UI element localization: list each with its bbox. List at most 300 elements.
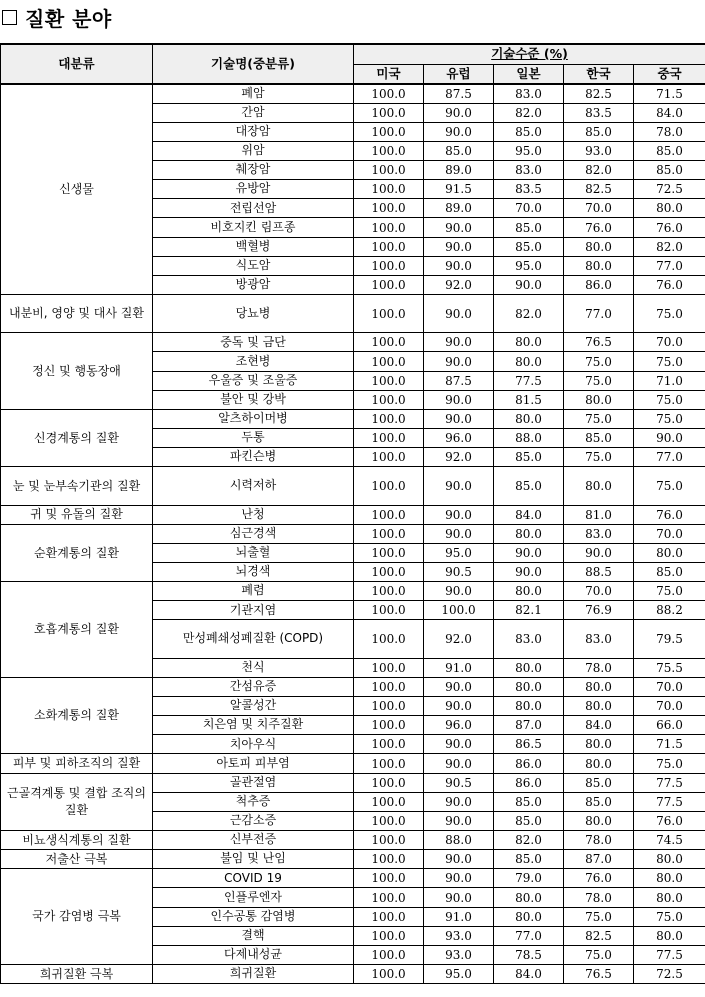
value-cell: 100.0: [354, 926, 424, 945]
category-cell: 비뇨생식계통의 질환: [1, 831, 153, 850]
value-cell: 95.0: [494, 256, 564, 275]
value-cell: 92.0: [424, 620, 494, 658]
value-cell: 90.0: [494, 275, 564, 294]
value-cell: 85.0: [564, 773, 634, 792]
value-cell: 80.0: [634, 543, 705, 562]
value-cell: 80.0: [564, 390, 634, 409]
value-cell: 80.0: [494, 582, 564, 601]
value-cell: 90.0: [424, 218, 494, 237]
value-cell: 85.0: [494, 448, 564, 467]
value-cell: 88.5: [564, 563, 634, 582]
value-cell: 90.0: [494, 563, 564, 582]
tech-name-cell: 위암: [153, 141, 354, 160]
value-cell: 74.5: [634, 831, 705, 850]
value-cell: 85.0: [564, 122, 634, 141]
value-cell: 100.0: [354, 333, 424, 352]
value-cell: 84.0: [564, 716, 634, 735]
header-tech-level: [354, 44, 705, 64]
value-cell: 80.0: [564, 735, 634, 754]
value-cell: 85.0: [564, 429, 634, 448]
value-cell: 70.0: [564, 199, 634, 218]
value-cell: 89.0: [424, 161, 494, 180]
value-cell: 92.0: [424, 448, 494, 467]
value-cell: 75.0: [564, 448, 634, 467]
value-cell: 78.0: [564, 831, 634, 850]
header-country: 중국: [634, 64, 705, 84]
value-cell: 70.0: [564, 582, 634, 601]
value-cell: 76.5: [564, 965, 634, 984]
category-cell: 신생물: [1, 84, 153, 295]
tech-name-cell: 골관절염: [153, 773, 354, 792]
value-cell: 100.0: [354, 505, 424, 524]
value-cell: 92.0: [424, 275, 494, 294]
value-cell: 90.0: [424, 390, 494, 409]
table-row: [1, 850, 705, 869]
value-cell: 85.0: [494, 122, 564, 141]
value-cell: 100.0: [354, 735, 424, 754]
value-cell: 81.0: [564, 505, 634, 524]
value-cell: 80.0: [494, 409, 564, 428]
value-cell: 78.0: [564, 888, 634, 907]
tech-name-cell: 비호지킨 림프종: [153, 218, 354, 237]
tech-name-cell: 심근경색: [153, 524, 354, 543]
table-row: [1, 84, 705, 103]
table-row: [1, 295, 705, 333]
tech-name-cell: 인수공통 감염병: [153, 907, 354, 926]
value-cell: 100.0: [424, 601, 494, 620]
table-row: [1, 582, 705, 601]
tech-name-cell: 척추증: [153, 792, 354, 811]
value-cell: 100.0: [354, 697, 424, 716]
value-cell: 100.0: [354, 218, 424, 237]
value-cell: 90.0: [424, 869, 494, 888]
value-cell: 100.0: [354, 141, 424, 160]
value-cell: 82.0: [494, 103, 564, 122]
tech-name-cell: 시력저하: [153, 467, 354, 505]
value-cell: 100.0: [354, 543, 424, 562]
value-cell: 90.0: [424, 811, 494, 830]
table-row: [1, 965, 705, 984]
value-cell: 100.0: [354, 716, 424, 735]
value-cell: 100.0: [354, 907, 424, 926]
tech-name-cell: 희귀질환: [153, 965, 354, 984]
tech-name-cell: COVID 19: [153, 869, 354, 888]
category-cell: 희귀질환 극복: [1, 965, 153, 984]
value-cell: 82.0: [564, 161, 634, 180]
value-cell: 77.0: [494, 926, 564, 945]
category-cell: 내분비, 영양 및 대사 질환: [1, 295, 153, 333]
value-cell: 90.0: [424, 582, 494, 601]
value-cell: 90.0: [424, 256, 494, 275]
tech-name-cell: 기관지염: [153, 601, 354, 620]
value-cell: 82.0: [634, 237, 705, 256]
value-cell: 93.0: [424, 945, 494, 964]
value-cell: 82.5: [564, 926, 634, 945]
category-cell: 신경계통의 질환: [1, 409, 153, 466]
value-cell: 77.5: [634, 945, 705, 964]
value-cell: 90.0: [424, 697, 494, 716]
value-cell: 100.0: [354, 811, 424, 830]
value-cell: 100.0: [354, 754, 424, 773]
value-cell: 100.0: [354, 390, 424, 409]
value-cell: 100.0: [354, 409, 424, 428]
value-cell: 80.0: [564, 811, 634, 830]
value-cell: 86.0: [564, 275, 634, 294]
value-cell: 90.0: [424, 409, 494, 428]
value-cell: 76.5: [564, 333, 634, 352]
value-cell: 82.5: [564, 180, 634, 199]
value-cell: 100.0: [354, 84, 424, 103]
table-row: [1, 467, 705, 505]
value-cell: 80.0: [494, 352, 564, 371]
value-cell: 77.0: [634, 256, 705, 275]
value-cell: 83.0: [564, 620, 634, 658]
value-cell: 90.0: [424, 237, 494, 256]
value-cell: 83.0: [494, 620, 564, 658]
value-cell: 100.0: [354, 448, 424, 467]
table-row: [1, 869, 705, 888]
section-title-text: 질환 분야: [25, 6, 112, 31]
tech-name-cell: 만성폐쇄성폐질환 (COPD): [153, 620, 354, 658]
value-cell: 80.0: [494, 907, 564, 926]
value-cell: 75.0: [564, 409, 634, 428]
value-cell: 80.0: [564, 697, 634, 716]
value-cell: 72.5: [634, 965, 705, 984]
tech-name-cell: 폐렴: [153, 582, 354, 601]
value-cell: 79.0: [494, 869, 564, 888]
tech-name-cell: 천식: [153, 658, 354, 677]
value-cell: 75.0: [634, 390, 705, 409]
tech-name-cell: 전립선암: [153, 199, 354, 218]
tech-name-cell: 백혈병: [153, 237, 354, 256]
value-cell: 90.0: [424, 122, 494, 141]
category-cell: 저출산 극복: [1, 850, 153, 869]
value-cell: 81.5: [494, 390, 564, 409]
value-cell: 76.0: [564, 869, 634, 888]
value-cell: 100.0: [354, 275, 424, 294]
value-cell: 83.0: [564, 524, 634, 543]
value-cell: 100.0: [354, 524, 424, 543]
table-row: [1, 773, 705, 792]
value-cell: 90.0: [424, 505, 494, 524]
value-cell: 90.0: [564, 543, 634, 562]
value-cell: 80.0: [634, 888, 705, 907]
tech-name-cell: 불임 및 난임: [153, 850, 354, 869]
value-cell: 70.0: [634, 524, 705, 543]
value-cell: 100.0: [354, 371, 424, 390]
value-cell: 87.5: [424, 371, 494, 390]
value-cell: 95.0: [424, 965, 494, 984]
value-cell: 82.0: [494, 295, 564, 333]
value-cell: 70.0: [634, 677, 705, 696]
value-cell: 75.0: [634, 582, 705, 601]
value-cell: 90.0: [494, 543, 564, 562]
value-cell: 100.0: [354, 429, 424, 448]
tech-name-cell: 아토피 피부염: [153, 754, 354, 773]
header-tech-level-text: 기술수준 (%): [491, 46, 568, 61]
value-cell: 89.0: [424, 199, 494, 218]
value-cell: 77.0: [634, 448, 705, 467]
value-cell: 90.0: [424, 333, 494, 352]
value-cell: 91.0: [424, 658, 494, 677]
value-cell: 76.0: [634, 505, 705, 524]
value-cell: 86.5: [494, 735, 564, 754]
value-cell: 100.0: [354, 831, 424, 850]
value-cell: 80.0: [564, 256, 634, 275]
header-country: 미국: [354, 64, 424, 84]
tech-name-cell: 신부전증: [153, 831, 354, 850]
value-cell: 87.0: [494, 716, 564, 735]
tech-name-cell: 뇌경색: [153, 563, 354, 582]
value-cell: 71.5: [634, 735, 705, 754]
header-major-category: 대분류: [1, 44, 153, 84]
value-cell: 85.0: [494, 218, 564, 237]
tech-name-cell: 난청: [153, 505, 354, 524]
value-cell: 100.0: [354, 792, 424, 811]
value-cell: 88.2: [634, 601, 705, 620]
value-cell: 90.5: [424, 563, 494, 582]
value-cell: 75.0: [564, 907, 634, 926]
tech-name-cell: 식도암: [153, 256, 354, 275]
value-cell: 100.0: [354, 122, 424, 141]
value-cell: 75.5: [634, 658, 705, 677]
tech-name-cell: 대장암: [153, 122, 354, 141]
value-cell: 88.0: [424, 831, 494, 850]
value-cell: 83.0: [494, 84, 564, 103]
value-cell: 100.0: [354, 677, 424, 696]
tech-name-cell: 간암: [153, 103, 354, 122]
category-cell: 소화계통의 질환: [1, 677, 153, 754]
value-cell: 100.0: [354, 582, 424, 601]
checkbox-square-icon: [2, 10, 17, 25]
category-cell: 근골격계통 및 결합 조직의 질환: [1, 773, 153, 830]
value-cell: 85.0: [494, 237, 564, 256]
tech-name-cell: 조현병: [153, 352, 354, 371]
tech-name-cell: 근감소증: [153, 811, 354, 830]
value-cell: 80.0: [564, 467, 634, 505]
tech-name-cell: 다제내성균: [153, 945, 354, 964]
value-cell: 91.5: [424, 180, 494, 199]
value-cell: 77.0: [564, 295, 634, 333]
section-title: [2, 3, 112, 31]
value-cell: 80.0: [634, 869, 705, 888]
value-cell: 72.5: [634, 180, 705, 199]
table-row: [1, 409, 705, 428]
header-country: 일본: [494, 64, 564, 84]
value-cell: 70.0: [634, 333, 705, 352]
value-cell: 85.0: [424, 141, 494, 160]
header-country: 유럽: [424, 64, 494, 84]
tech-name-cell: 알츠하이머병: [153, 409, 354, 428]
value-cell: 75.0: [634, 907, 705, 926]
value-cell: 90.0: [424, 888, 494, 907]
tech-name-cell: 인플루엔자: [153, 888, 354, 907]
value-cell: 100.0: [354, 467, 424, 505]
value-cell: 77.5: [634, 773, 705, 792]
value-cell: 79.5: [634, 620, 705, 658]
value-cell: 100.0: [354, 199, 424, 218]
value-cell: 100.0: [354, 620, 424, 658]
value-cell: 78.0: [564, 658, 634, 677]
value-cell: 82.0: [494, 831, 564, 850]
tech-name-cell: 치아우식: [153, 735, 354, 754]
value-cell: 76.0: [634, 275, 705, 294]
value-cell: 80.0: [564, 237, 634, 256]
value-cell: 90.0: [424, 103, 494, 122]
tech-name-cell: 결핵: [153, 926, 354, 945]
value-cell: 80.0: [494, 697, 564, 716]
value-cell: 75.0: [634, 754, 705, 773]
value-cell: 82.5: [564, 84, 634, 103]
value-cell: 80.0: [564, 754, 634, 773]
value-cell: 83.5: [564, 103, 634, 122]
value-cell: 78.0: [634, 122, 705, 141]
value-cell: 84.0: [634, 103, 705, 122]
value-cell: 80.0: [634, 850, 705, 869]
value-cell: 100.0: [354, 658, 424, 677]
value-cell: 75.0: [564, 371, 634, 390]
value-cell: 80.0: [634, 199, 705, 218]
table-row: [1, 524, 705, 543]
value-cell: 95.0: [424, 543, 494, 562]
value-cell: 85.0: [494, 850, 564, 869]
value-cell: 71.5: [634, 84, 705, 103]
table-row: [1, 677, 705, 696]
value-cell: 100.0: [354, 295, 424, 333]
value-cell: 90.0: [424, 677, 494, 696]
table-row: [1, 831, 705, 850]
value-cell: 83.0: [494, 161, 564, 180]
tech-level-table: [0, 43, 705, 984]
category-cell: 피부 및 피하조직의 질환: [1, 754, 153, 773]
tech-name-cell: 중독 및 금단: [153, 333, 354, 352]
value-cell: 90.0: [424, 792, 494, 811]
value-cell: 100.0: [354, 180, 424, 199]
value-cell: 100.0: [354, 256, 424, 275]
value-cell: 86.0: [494, 754, 564, 773]
value-cell: 90.5: [424, 773, 494, 792]
tech-name-cell: 두통: [153, 429, 354, 448]
value-cell: 77.5: [494, 371, 564, 390]
value-cell: 80.0: [494, 524, 564, 543]
category-cell: 국가 감염병 극복: [1, 869, 153, 965]
value-cell: 80.0: [494, 333, 564, 352]
value-cell: 90.0: [424, 850, 494, 869]
value-cell: 90.0: [424, 524, 494, 543]
table-row: [1, 505, 705, 524]
category-cell: 눈 및 눈부속기관의 질환: [1, 467, 153, 505]
category-cell: 귀 및 유돌의 질환: [1, 505, 153, 524]
value-cell: 76.9: [564, 601, 634, 620]
tech-name-cell: 방광암: [153, 275, 354, 294]
value-cell: 85.0: [494, 792, 564, 811]
value-cell: 90.0: [424, 295, 494, 333]
tech-name-cell: 뇌출혈: [153, 543, 354, 562]
value-cell: 80.0: [494, 658, 564, 677]
value-cell: 84.0: [494, 505, 564, 524]
value-cell: 85.0: [634, 563, 705, 582]
tech-name-cell: 파킨슨병: [153, 448, 354, 467]
value-cell: 85.0: [564, 792, 634, 811]
value-cell: 78.5: [494, 945, 564, 964]
value-cell: 93.0: [424, 926, 494, 945]
table-row: [1, 333, 705, 352]
value-cell: 80.0: [564, 677, 634, 696]
value-cell: 90.0: [424, 735, 494, 754]
value-cell: 100.0: [354, 601, 424, 620]
value-cell: 82.1: [494, 601, 564, 620]
value-cell: 75.0: [634, 409, 705, 428]
value-cell: 100.0: [354, 773, 424, 792]
value-cell: 75.0: [634, 467, 705, 505]
value-cell: 95.0: [494, 141, 564, 160]
header-country: 한국: [564, 64, 634, 84]
value-cell: 80.0: [494, 677, 564, 696]
tech-name-cell: 알콜성간: [153, 697, 354, 716]
tech-name-cell: 우울증 및 조울증: [153, 371, 354, 390]
value-cell: 75.0: [564, 352, 634, 371]
value-cell: 100.0: [354, 352, 424, 371]
value-cell: 96.0: [424, 429, 494, 448]
value-cell: 100.0: [354, 161, 424, 180]
value-cell: 70.0: [494, 199, 564, 218]
tech-name-cell: 간섬유증: [153, 677, 354, 696]
value-cell: 85.0: [634, 161, 705, 180]
tech-name-cell: 불안 및 강박: [153, 390, 354, 409]
table-row: [1, 754, 705, 773]
value-cell: 66.0: [634, 716, 705, 735]
category-cell: 호흡계통의 질환: [1, 582, 153, 678]
category-cell: 정신 및 행동장애: [1, 333, 153, 410]
value-cell: 100.0: [354, 103, 424, 122]
value-cell: 75.0: [564, 945, 634, 964]
value-cell: 100.0: [354, 945, 424, 964]
value-cell: 85.0: [634, 141, 705, 160]
value-cell: 100.0: [354, 563, 424, 582]
value-cell: 84.0: [494, 965, 564, 984]
value-cell: 71.0: [634, 371, 705, 390]
tech-name-cell: 폐암: [153, 84, 354, 103]
value-cell: 75.0: [634, 352, 705, 371]
value-cell: 77.5: [634, 792, 705, 811]
tech-name-cell: 췌장암: [153, 161, 354, 180]
value-cell: 100.0: [354, 869, 424, 888]
value-cell: 100.0: [354, 850, 424, 869]
value-cell: 76.0: [634, 218, 705, 237]
value-cell: 75.0: [634, 295, 705, 333]
value-cell: 90.0: [424, 352, 494, 371]
value-cell: 90.0: [424, 467, 494, 505]
value-cell: 85.0: [494, 467, 564, 505]
value-cell: 86.0: [494, 773, 564, 792]
value-cell: 83.5: [494, 180, 564, 199]
value-cell: 80.0: [634, 926, 705, 945]
value-cell: 90.0: [634, 429, 705, 448]
value-cell: 87.5: [424, 84, 494, 103]
value-cell: 87.0: [564, 850, 634, 869]
value-cell: 80.0: [494, 888, 564, 907]
tech-name-cell: 당뇨병: [153, 295, 354, 333]
value-cell: 96.0: [424, 716, 494, 735]
header-tech-name: 기술명(중분류): [153, 44, 354, 84]
value-cell: 76.0: [564, 218, 634, 237]
value-cell: 100.0: [354, 888, 424, 907]
value-cell: 93.0: [564, 141, 634, 160]
value-cell: 88.0: [494, 429, 564, 448]
value-cell: 100.0: [354, 237, 424, 256]
value-cell: 76.0: [634, 811, 705, 830]
category-cell: 순환계통의 질환: [1, 524, 153, 581]
